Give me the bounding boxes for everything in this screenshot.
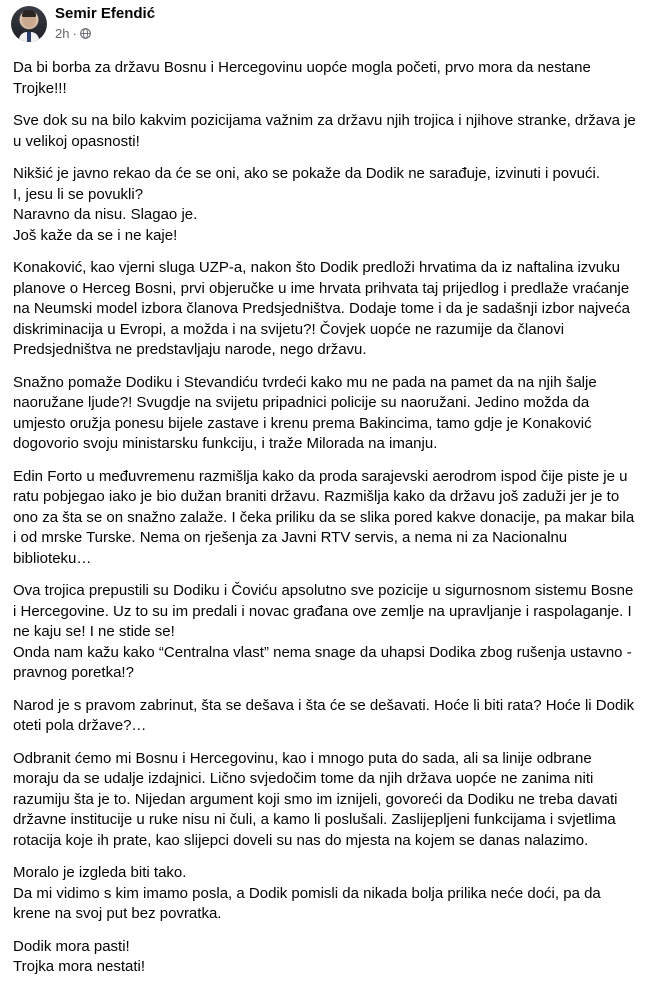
meta-separator: · bbox=[72, 26, 77, 41]
post-paragraph-3: Nikšić je javno rekao da će se oni, ako se pokaže da Dodik ne sarađuje, izvinuti i povući. I, jesu li se povukli? Naravno da nisu. Slagao je. Još kaže da se i ne kaje! bbox=[13, 165, 600, 244]
post-paragraph-9: Odbranit ćemo mi Bosnu i Hercegovinu, kao i mnogo puta do sada, ali sa linije odbrane moraju da se udalje izdajnici. Lično svjedočim tome da njih država uopće ne zanima niti razumiju šta je to. Nijedan argument koji smo im iznijeli, govoreći da Dodiku ne treba davati državne institucije u ruke nisu ni čuli, a kamo li poslušali. Zaslijepljeni funkcijama i svjetlima rotacija koje ih prate, kao slijepci doveli su nas do mjesta na kojem se danas nalazimo. bbox=[13, 749, 618, 849]
post-paragraph-1: Da bi borba za državu Bosnu i Hercegovinu uopće mogla početi, prvo mora da nestane Trojke!!! bbox=[13, 59, 591, 97]
post-meta bbox=[55, 4, 155, 42]
avatar-hair bbox=[22, 10, 36, 17]
post-paragraph-8: Narod je s pravom zabrinut, šta se dešava i šta će se dešavati. Hoće li biti rata? Hoće li Dodik oteti pola države?… bbox=[13, 696, 635, 734]
post-paragraph-4: Konaković, kao vjerni sluga UZP-a, nakon što Dodik predloži hrvatima da iz naftalina izvuku planove o Herceg Bosni, prvi objeručke u ime hrvata prihvata taj prijedlog i predlaže vraćanje na Neumski model izbora članova Predsjedništva. Dodaje tome i da je sadašnji izbor najveća diskriminacija u Evropi, a možda i na svijetu?! Čovjek uopće ne razumije da članovi Predsjedništva ne predstavljaju narode, nego državu. bbox=[13, 259, 630, 358]
globe-icon[interactable] bbox=[80, 28, 91, 39]
avatar[interactable] bbox=[11, 6, 47, 42]
post-paragraph-5: Snažno pomaže Dodiku i Stevandiću tvrdeći kako mu ne pada na pamet da na njih šalje naoružane ljude?! Svugdje na svijetu pripadnici policije su naoružani. Jedino možda da umjesto oružja ponesu bijele zastave i krenu prema Bakincima, tamo gdje je Konaković dogovorio svoju ministarsku funkciju, i traže Milorada na imanju. bbox=[13, 373, 597, 452]
post-paragraph-10: Moralo je izgleda biti tako. Da mi vidimo s kim imamo posla, a Dodik pomisli da nikada bolja prilika neće doći, pa da krene na svoj put bez povratka. bbox=[13, 864, 601, 922]
post-body bbox=[13, 58, 638, 990]
post-paragraph-2: Sve dok su na bilo kakvim pozicijama važnim za državu njih trojica i njihove stranke, država je u velikoj opasnosti! bbox=[13, 112, 636, 150]
avatar-tie bbox=[27, 32, 31, 42]
post-timestamp[interactable]: 2h bbox=[55, 26, 70, 41]
post-paragraph-11: Dodik mora pasti! Trojka mora nestati! bbox=[13, 937, 145, 975]
post-paragraph-7: Ova trojica prepustili su Dodiku i Čoviću apsolutno sve pozicije u sigurnosnom sistemu Bosne i Hercegovine. Uz to su im predali i novac građana ove zemlje na upravljanje i raspolaganje. I ne kaju se! I ne stide se! Onda nam kažu kako “Centralna vlast” nema snage da uhapsi Dodika zbog rušenja ustavno - pravnog poretka!? bbox=[13, 582, 634, 681]
post-header bbox=[11, 4, 155, 42]
post-paragraph-6: Edin Forto u međuvremenu razmišlja kako da proda sarajevski aerodrom ispod čije piste je u ratu pobjegao iako je bio dužan braniti državu. Razmišlja kako da državu još zaduži jer je to ono za šta se on snažno zalaže. I čeka priliku da se slika pored kakve donacije, pa makar bila i od mrske Turske. Nema on rješenja za Javni RTV servis, a nema ni za Nacionalnu biblioteku… bbox=[13, 467, 635, 567]
post-time-row bbox=[55, 25, 155, 42]
author-name[interactable]: Semir Efendić bbox=[55, 5, 156, 22]
